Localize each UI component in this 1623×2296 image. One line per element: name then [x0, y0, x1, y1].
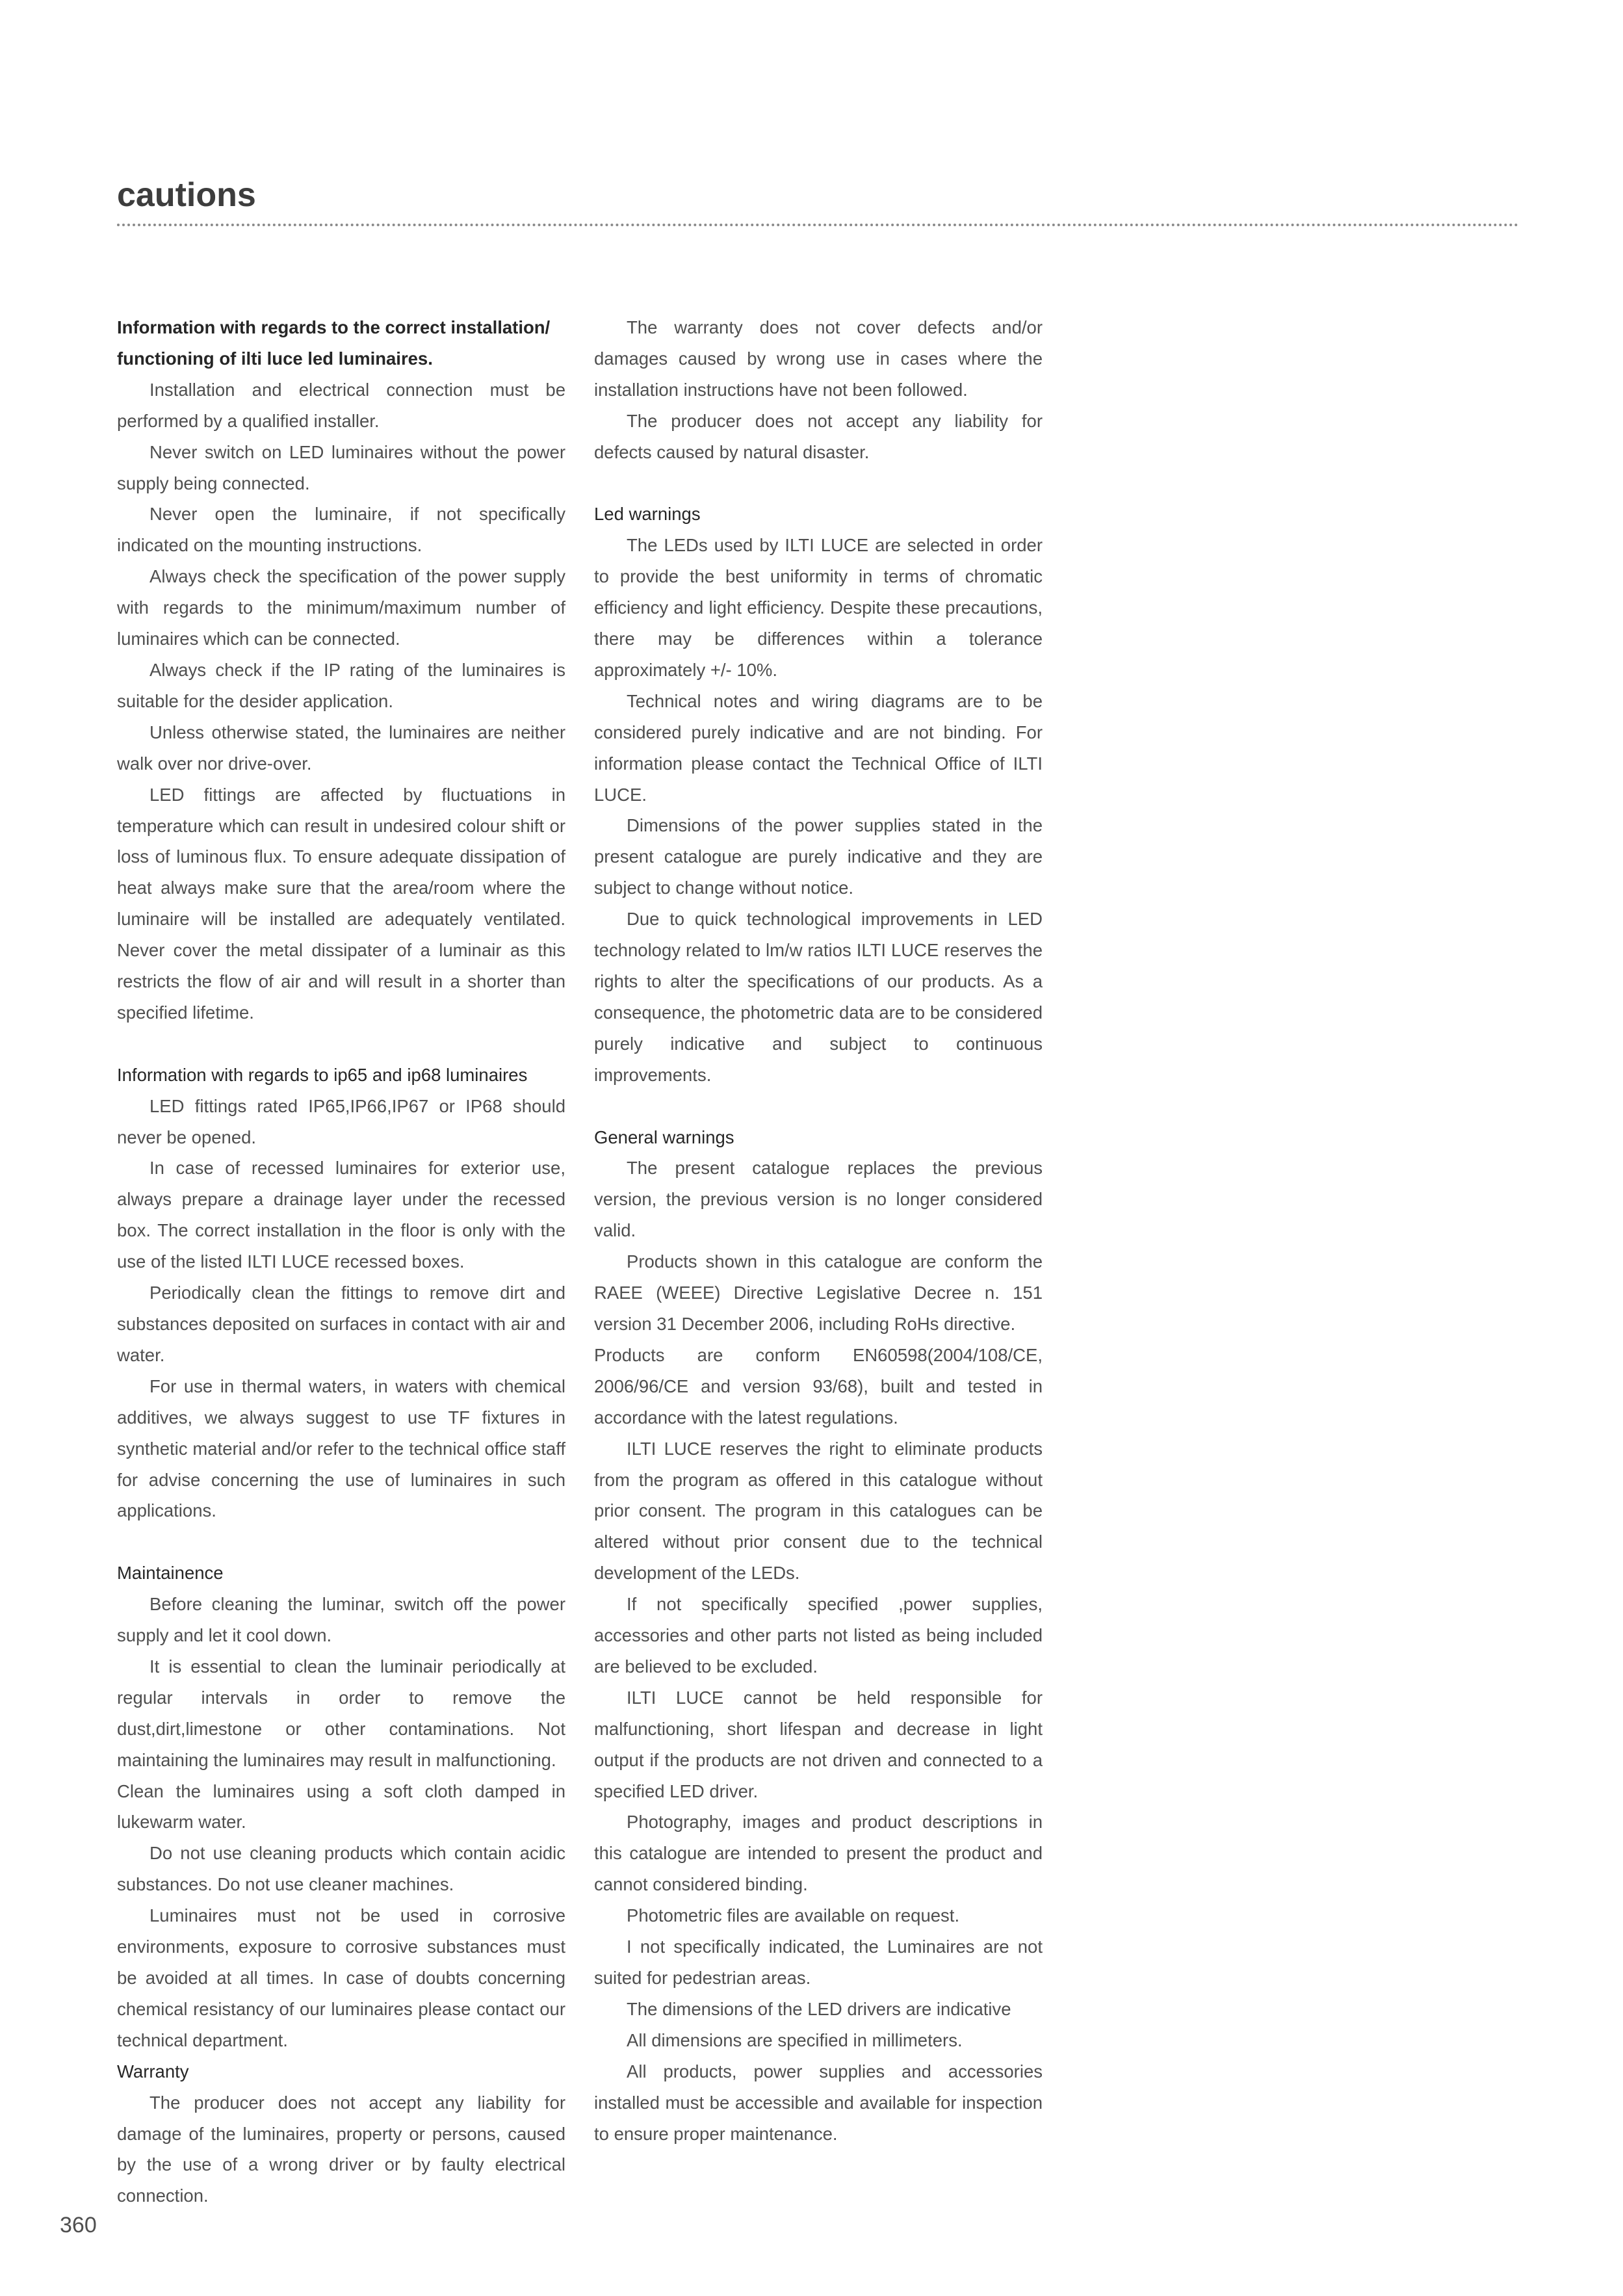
page-number: 360: [60, 2213, 97, 2237]
paragraph: The dimensions of the LED drivers are indicative: [627, 1998, 1011, 2019]
paragraph: Do not use cleaning products which contain acidic substances. Do not use cleaner machines.: [117, 1843, 565, 1895]
section-heading-general-warnings: General warnings: [594, 1127, 734, 1147]
paragraph: The present catalogue replaces the previous version, the previous version is no longer considered valid.: [594, 1158, 1043, 1241]
paragraph: Always check if the IP rating of the luminaires is suitable for the desider application.: [117, 659, 565, 711]
page-title: cautions: [117, 176, 256, 214]
paragraph: The producer does not accept any liability for defects caused by natural disaster.: [594, 410, 1043, 462]
paragraph: Due to quick technological improvements in LED technology related to lm/w ratios ILTI LUCE reserves the rights to alter the specifications of our products. As a consequence, the photometric data are to be considered purely indicative and subject to continuous improvements.: [594, 909, 1043, 1085]
paragraph: Always check the specification of the power supply with regards to the minimum/maximum number of luminaires which can be connected.: [117, 566, 565, 649]
paragraph: Before cleaning the luminar, switch off the power supply and let it cool down.: [117, 1594, 565, 1646]
paragraph: Periodically clean the fittings to remove dirt and substances deposited on surfaces in contact with air and water.: [117, 1283, 565, 1365]
left-column: [117, 312, 565, 2211]
paragraph: Products are conform EN60598(2004/108/CE, 2006/96/CE and version 93/68), built and tested in accordance with the latest regulations.: [594, 1344, 1043, 1428]
paragraph: LED fittings are affected by fluctuations in temperature which can result in undesired colour shift or loss of luminous flux. To ensure adequate dissipation of heat always make sure that the area/room where the luminaire will be installed are adequately ventilated. Never cover the metal dissipater of a luminair as this restricts the flow of air and will result in a shorter than specified lifetime.: [117, 784, 565, 1023]
paragraph: Clean the luminaires using a soft cloth damped in lukewarm water.: [117, 1781, 565, 1833]
paragraph: I not specifically indicated, the Luminaires are not suited for pedestrian areas.: [594, 1937, 1043, 1988]
paragraph: The warranty does not cover defects and/or damages caused by wrong use in cases where the installation instructions have not been followed.: [594, 317, 1043, 400]
section-heading-installation: Information with regards to the correct installation/ functioning of ilti luce led luminaires.: [117, 317, 551, 369]
paragraph: ILTI LUCE reserves the right to eliminate products from the program as offered in this catalogue without prior consent. The program in this catalogues can be altered without prior consent due to the technical development of the LEDs.: [594, 1438, 1043, 1584]
paragraph: For use in thermal waters, in waters with chemical additives, we always suggest to use TF fixtures in synthetic material and/or refer to the technical office staff for advise concerning the use of luminaires in such applications.: [117, 1376, 565, 1521]
paragraph: If not specifically specified ,power supplies, accessories and other parts not listed as being included are believed to be excluded.: [594, 1594, 1043, 1676]
paragraph: All dimensions are specified in millimeters.: [627, 2029, 963, 2050]
paragraph: Luminaires must not be used in corrosive environments, exposure to corrosive substances must be avoided at all times. In case of doubts concerning chemical resistancy of our luminaires please contact our technical department.: [117, 1905, 565, 2050]
paragraph: Unless otherwise stated, the luminaires are neither walk over nor drive-over.: [117, 722, 565, 774]
paragraph: Photometric files are available on request.: [627, 1905, 960, 1926]
paragraph: Products shown in this catalogue are conform the RAEE (WEEE) Directive Legislative Decree n. 151 version 31 December 2006, including RoHs directive.: [594, 1251, 1043, 1334]
title-divider: [117, 224, 1519, 226]
right-column: [594, 312, 1043, 2149]
paragraph: LED fittings rated IP65,IP66,IP67 or IP68 should never be opened.: [117, 1095, 565, 1147]
paragraph: Photography, images and product descriptions in this catalogue are intended to present the product and cannot considered binding.: [594, 1812, 1043, 1895]
paragraph: Never open the luminaire, if not specifically indicated on the mounting instructions.: [117, 504, 565, 556]
paragraph: All products, power supplies and accessories installed must be accessible and available for inspection to ensure proper maintenance.: [594, 2061, 1043, 2144]
section-heading-led-warnings: Led warnings: [594, 504, 701, 525]
paragraph: Technical notes and wiring diagrams are to be considered purely indicative and are not binding. For information please contact the Technical Office of ILTI LUCE.: [594, 690, 1043, 805]
section-heading-warranty: Warranty: [117, 2061, 189, 2081]
paragraph: In case of recessed luminaires for exterior use, always prepare a drainage layer under the recessed box. The correct installation in the floor is only with the use of the listed ILTI LUCE recessed boxes.: [117, 1158, 565, 1272]
paragraph: ILTI LUCE cannot be held responsible for malfunctioning, short lifespan and decrease in light output if the products are not driven and connected to a specified LED driver.: [594, 1687, 1043, 1801]
paragraph: The LEDs used by ILTI LUCE are selected in order to provide the best uniformity in terms of chromatic efficiency and light efficiency. Despite these precautions, there may be differences within a tolerance approximately +/- 10%.: [594, 535, 1043, 680]
paragraph: Dimensions of the power supplies stated in the present catalogue are purely indicative and they are subject to change without notice.: [594, 815, 1043, 898]
paragraph: It is essential to clean the luminair periodically at regular intervals in order to remove the dust,dirt,limestone or other contaminations. Not maintaining the luminaires may result in malfunctioning.: [117, 1656, 565, 1770]
paragraph: Never switch on LED luminaires without the power supply being connected.: [117, 441, 565, 493]
section-heading-maintenance: Maintainence: [117, 1563, 224, 1584]
paragraph: The producer does not accept any liability for damage of the luminaires, property or persons, caused by the use of a wrong driver or by faulty electrical connection.: [117, 2092, 565, 2206]
paragraph: Installation and electrical connection must be performed by a qualified installer.: [117, 379, 565, 431]
section-heading-ip-luminaires: Information with regards to ip65 and ip68 luminaires: [117, 1064, 528, 1085]
